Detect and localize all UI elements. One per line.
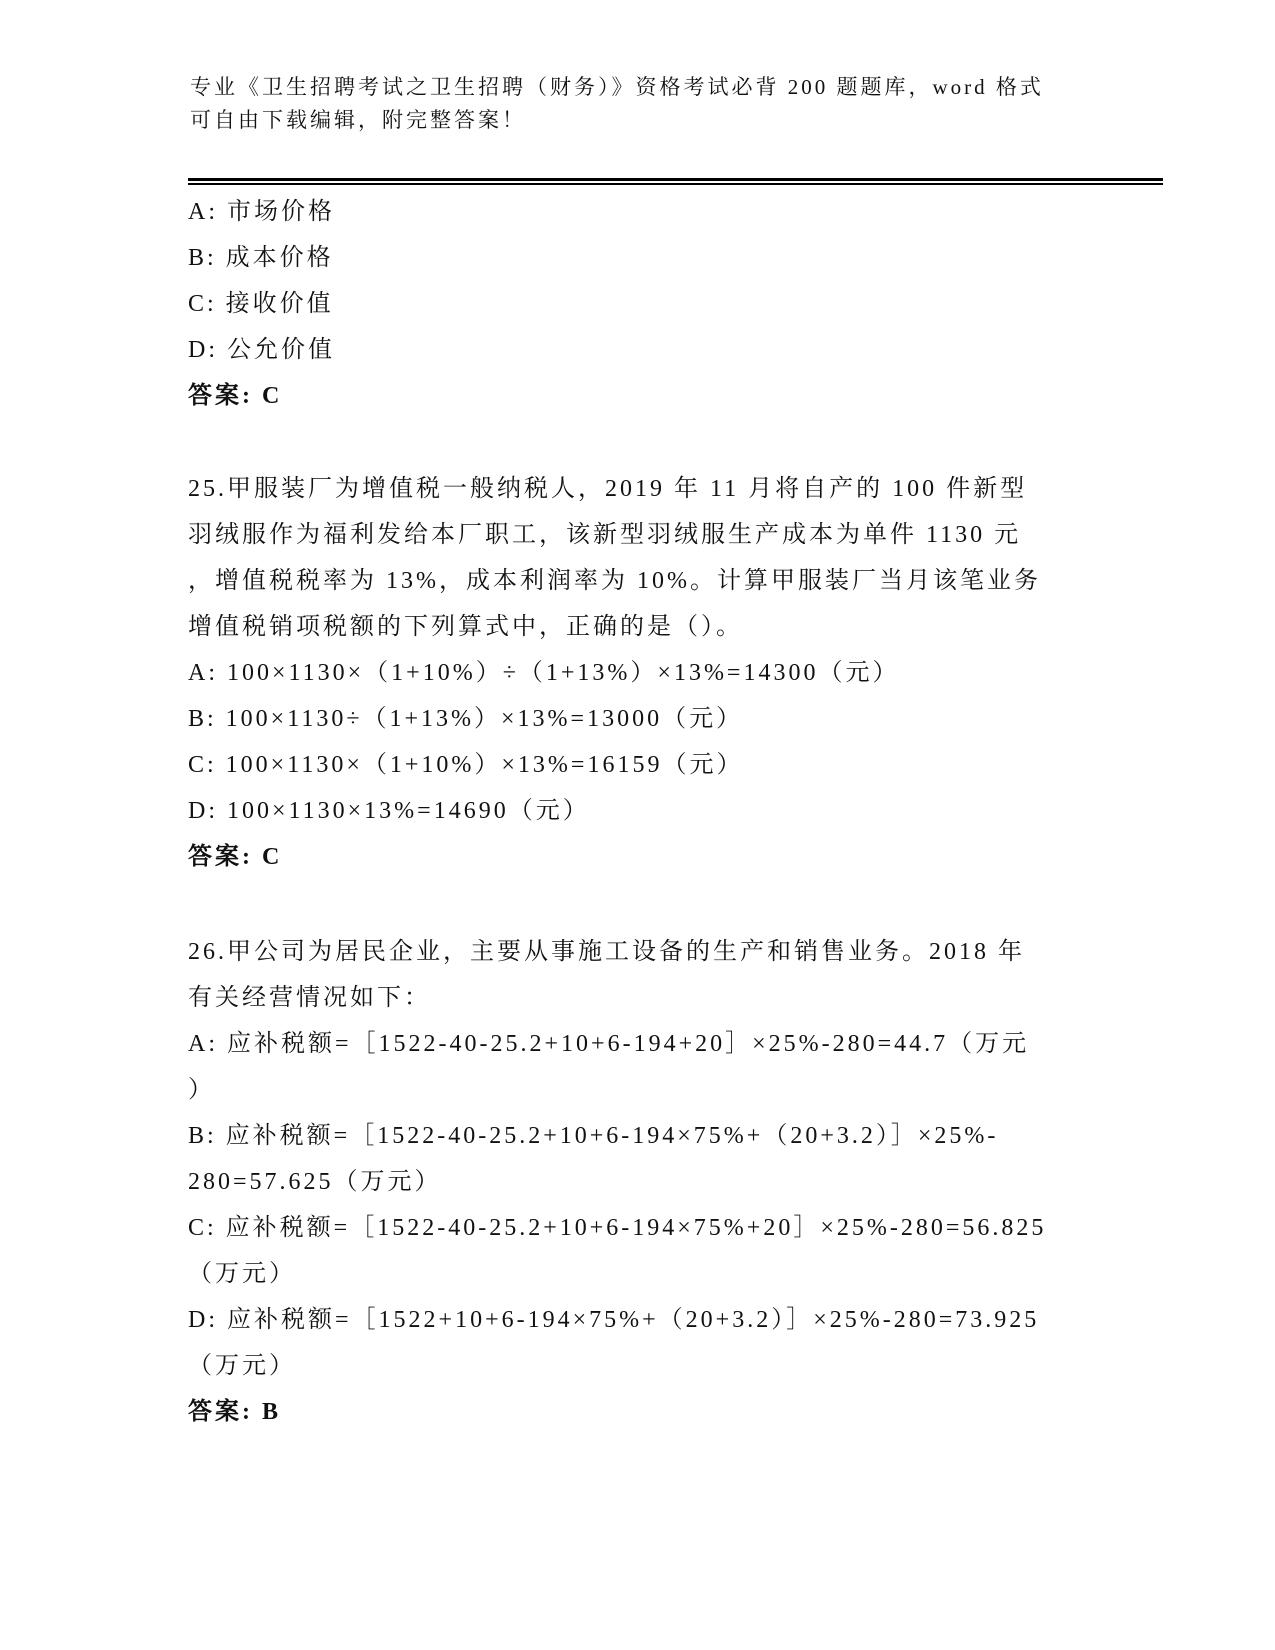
question-stem-line: 25.甲服装厂为增值税一般纳税人，2019 年 11 月将自产的 100 件新型	[188, 476, 1028, 502]
option-line: B: 应补税额=［1522-40-25.2+10+6-194×75%+（20+3.2）］×25%-	[188, 1123, 999, 1149]
option-line: C: 100×1130×（1+10%）×13%=16159（元）	[188, 752, 744, 778]
question-26-block	[188, 929, 1163, 1435]
option-line: ）	[188, 1077, 215, 1103]
question-stem-line: 26.甲公司为居民企业，主要从事施工设备的生产和销售业务。2018 年	[188, 939, 1025, 965]
option-line: （万元）	[188, 1261, 296, 1287]
option-line: D: 应补税额=［1522+10+6-194×75%+（20+3.2）］×25%-280=73.925	[188, 1307, 1040, 1333]
question-stem-line: 羽绒服作为福利发给本厂职工，该新型羽绒服生产成本为单件 1130 元	[188, 522, 1022, 548]
option-line: A: 应补税额=［1522-40-25.2+10+6-194+20］×25%-280=44.7（万元	[188, 1031, 1030, 1057]
header-line: 可自由下载编辑，附完整答案！	[190, 108, 526, 132]
option-line: A: 100×1130×（1+10%）÷（1+13%）×13%=14300（元）	[188, 660, 900, 686]
option-line: A: 市场价格	[188, 199, 335, 225]
header-line: 专业《卫生招聘考试之卫生招聘（财务）》资格考试必背 200 题题库，word 格式	[190, 75, 1044, 99]
option-line: B: 成本价格	[188, 245, 334, 271]
document-header	[190, 71, 1150, 137]
option-line: 280=57.625（万元）	[188, 1169, 442, 1195]
header-divider	[188, 178, 1163, 185]
option-line: C: 应补税额=［1522-40-25.2+10+6-194×75%+20］×25%-280=56.825	[188, 1215, 1047, 1241]
question-stem-line: 增值税销项税额的下列算式中，正确的是（）。	[188, 614, 743, 640]
question-24-block	[188, 189, 1163, 419]
option-line: D: 公允价值	[188, 337, 335, 363]
answer-line: 答案: C	[188, 844, 283, 870]
question-stem-line: ，增值税税率为 13%，成本利润率为 10%。计算甲服装厂当月该笔业务	[188, 568, 1041, 594]
option-line: C: 接收价值	[188, 291, 334, 317]
answer-line: 答案: C	[188, 383, 283, 409]
option-line: D: 100×1130×13%=14690（元）	[188, 798, 590, 824]
answer-line: 答案: B	[188, 1399, 281, 1425]
question-stem-line: 有关经营情况如下：	[188, 985, 431, 1011]
question-25-block	[188, 466, 1163, 880]
option-line: B: 100×1130÷（1+13%）×13%=13000（元）	[188, 706, 744, 732]
option-line: （万元）	[188, 1353, 296, 1379]
